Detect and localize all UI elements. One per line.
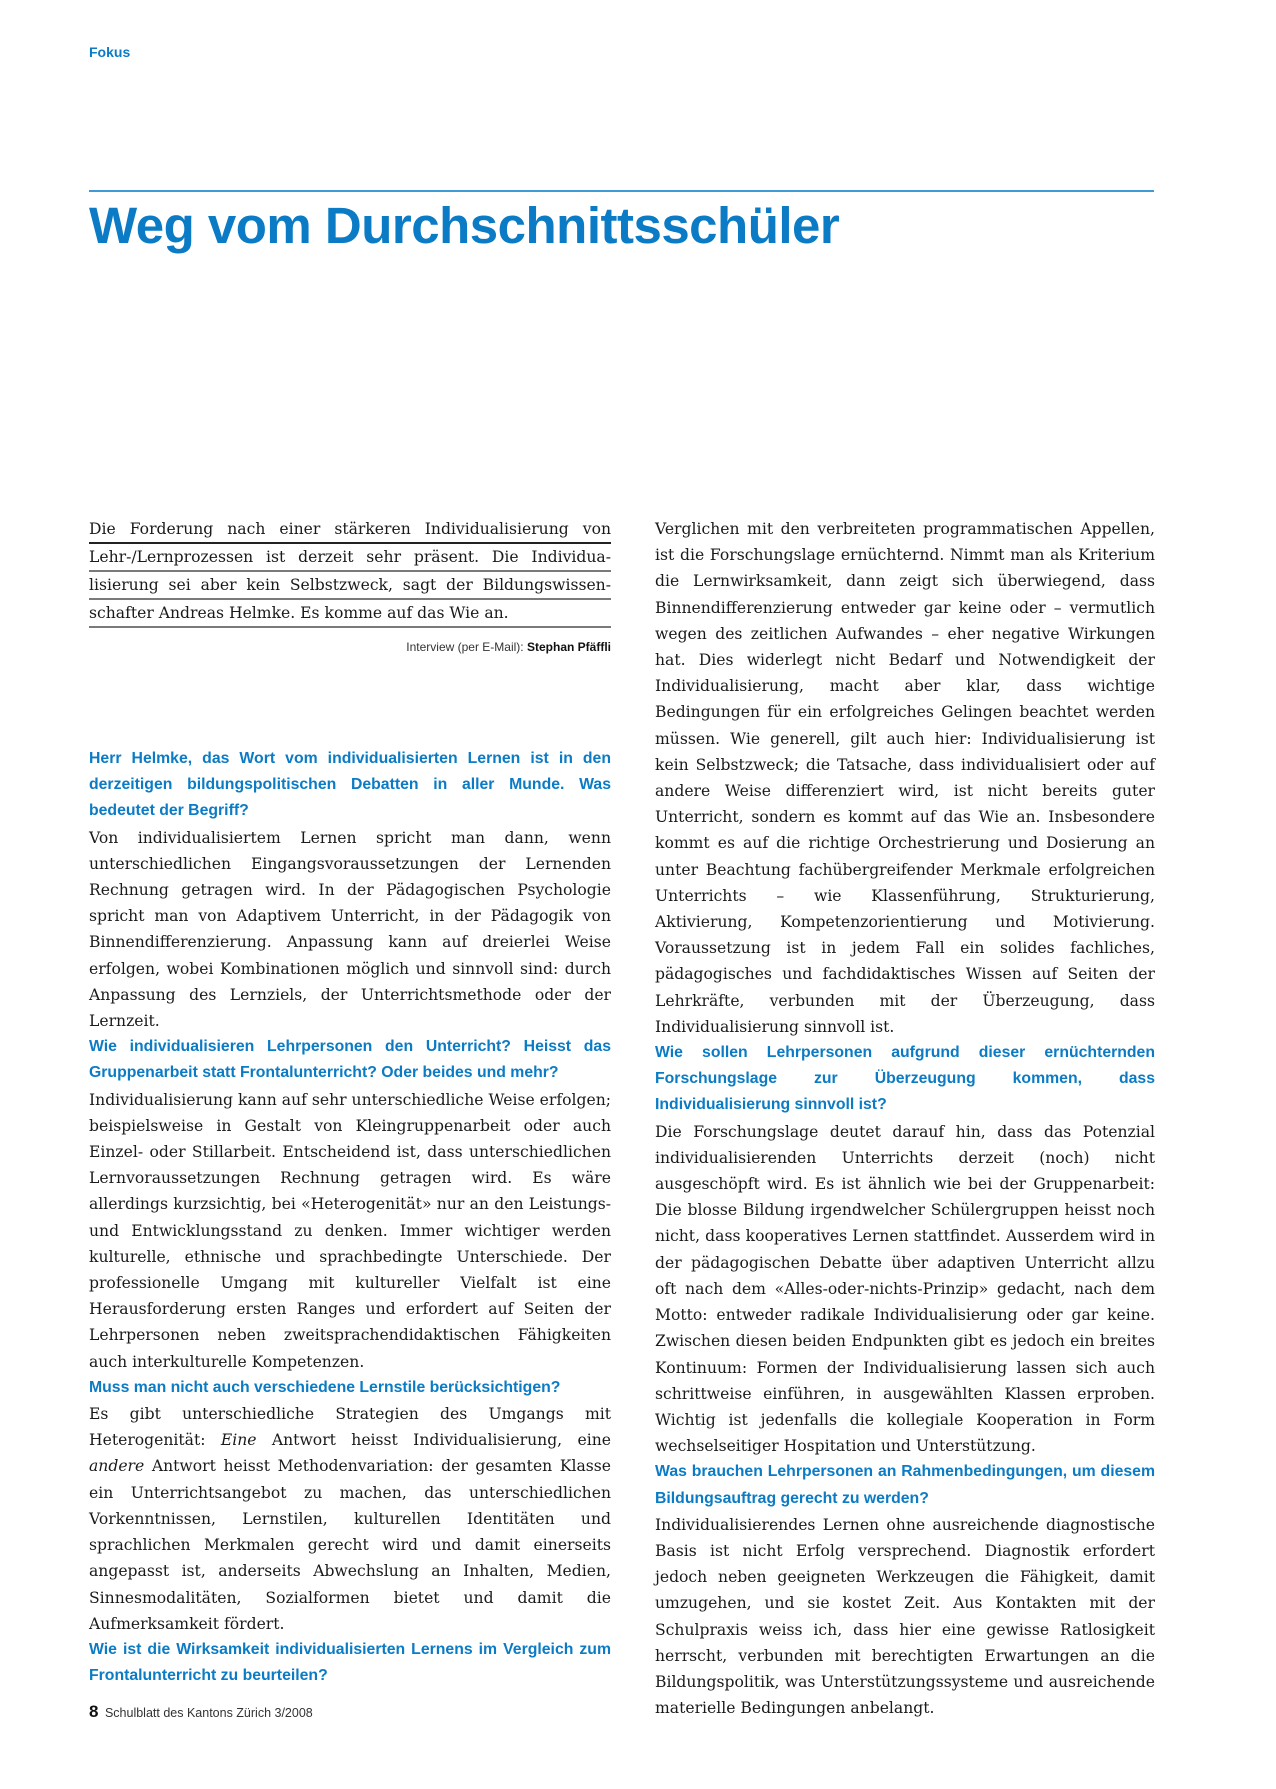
interview-credit: [89, 634, 611, 660]
interview-question: Wie individualisieren Lehrpersonen den Unterricht? Heisst das Gruppenarbeit statt Frontalunterricht? Oder beides und mehr?: [89, 1038, 611, 1082]
interview-question: Herr Helmke, das Wort vom individualisierten Lernen ist in den derzeitigen bildungspolitischen Debatten in aller Munde. Was bedeutet der Begriff?: [89, 750, 611, 820]
answer-text: Es gibt unterschiedliche Strategien des Umgangs mit Heterogenität:: [89, 1405, 611, 1450]
article-lead: [89, 516, 611, 660]
interview-question: Was brauchen Lehrpersonen an Rahmenbedingungen, um diesem Bildungsauftrag gerecht zu werden?: [655, 1463, 1155, 1507]
left-column: [89, 746, 611, 1689]
credit-author: Stephan Pfäffli: [526, 640, 611, 654]
interview-answer: Verglichen mit den verbreiteten programmatischen Appellen, ist die Forschungslage ernüchternd. Nimmt man als Kriterium die Lernwirksamkeit, dann zeigt sich überwiegend, dass Binnendifferenzierung entweder gar keine oder – vermutlich wegen des zeitlichen Aufwandes – eher negative Wirkungen hat. Dies widerlegt nicht Bedarf und Notwendigkeit der Individualisierung, macht aber klar, dass wichtige Bedingungen für ein erfolgreiches Gelingen beachtet werden müssen. Wie generell, gilt auch hier: Individualisierung ist kein Selbstzweck; die Tatsache, dass individualisiert oder auf andere Weise differenziert wird, ist nicht bereits guter Unterricht, sondern es kommt auf das Wie an. Insbesondere kommt es auf die richtige Orchestrierung und Dosierung an unter Beachtung fachübergreifender Merkmale erfolgreichen Unterrichts – wie Klassenführung, Strukturierung, Aktivierung, Kompetenzorientierung und Motivierung. Voraussetzung ist in jedem Fall ein solides fachliches, pädagogisches und fachdidaktisches Wissen auf Seiten der Lehrkräfte, verbunden mit der Überzeugung, dass Individualisierung sinnvoll ist.: [655, 520, 1155, 1036]
interview-question: Wie sollen Lehrpersonen aufgrund dieser ernüchternden Forschungslage zur Überzeugung kommen, dass Individualisierung sinnvoll ist?: [655, 1044, 1155, 1114]
lead-line: lisierung sei aber kein Selbstzweck, sagt der Bildungswissen-: [89, 572, 611, 600]
page-footer: [89, 1702, 313, 1722]
lead-line: schafter Andreas Helmke. Es komme auf das Wie an.: [89, 600, 611, 628]
interview-answer: Individualisierendes Lernen ohne ausreichende diagnostische Basis ist nicht Erfolg versprechend. Diagnostik erfordert jedoch neben geeigneten Werkzeugen die Fähigkeit, damit umzugehen, und sie kostet Zeit. Aus Kontakten mit der Schulpraxis weiss ich, dass hier eine gewisse Ratlosigkeit herrscht, verbunden mit berechtigten Erwartungen an die Bildungspolitik, was Unterstützungssysteme und ausreichende materielle Bedingungen anbelangt.: [655, 1515, 1155, 1718]
answer-text: Antwort heisst Individualisierung, eine: [256, 1431, 611, 1450]
interview-answer: Die Forschungslage deutet darauf hin, dass das Potenzial individualisierenden Unterrichts derzeit (noch) nicht ausgeschöpft wird. Es ist ähnlich wie bei der Gruppenarbeit: Die blosse Bildung irgendwelcher Schülergruppen heisst noch nicht, dass kooperatives Lernen stattfindet. Ausserdem wird in der pädagogischen Debatte über adaptiven Unterricht allzu oft nach dem «Alles-oder-nichts-Prinzip» gedacht, nach dem Motto: entweder radikale Individualisierung oder gar keine. Zwischen diesen beiden Endpunkten gibt es jedoch ein breites Kontinuum: Formen der Individualisierung lassen sich auch schrittweise einführen, in ausgewählten Klassen erproben. Wichtig ist jedenfalls die kollegiale Kooperation in Form wechselseitiger Hospitation und Unterstützung.: [655, 1122, 1155, 1456]
article-title: Weg vom Durchschnittsschüler: [89, 197, 840, 254]
publication-name: Schulblatt des Kantons Zürich 3/2008: [104, 1706, 313, 1720]
interview-question: Wie ist die Wirksamkeit individualisierten Lernens im Vergleich zum Frontalunterricht zu beurteilen?: [89, 1640, 611, 1685]
interview-answer: [89, 1401, 611, 1637]
lead-line: Lehr-/Lernprozessen ist derzeit sehr präsent. Die Individua-: [89, 544, 611, 572]
lead-line: Die Forderung nach einer stärkeren Individualisierung von: [89, 516, 611, 544]
page-number: 8: [89, 1702, 99, 1721]
title-rule: [89, 190, 1154, 192]
section-label: Fokus: [89, 44, 131, 60]
answer-emphasis: Eine: [220, 1431, 257, 1450]
credit-label: Interview (per E-Mail):: [406, 640, 527, 654]
interview-answer: Von individualisiertem Lernen spricht man dann, wenn unterschiedlichen Eingangsvoraussetzungen der Lernenden Rechnung getragen wird. In der Pädagogischen Psychologie spricht man von Adaptivem Unterricht, in der Pädagogik von Binnendifferenzierung. Anpassung kann auf dreierlei Weise erfolgen, wobei Kombinationen möglich und sinnvoll sind: durch Anpassung des Lernziels, der Unterrichtsmethode oder der Lernzeit.: [89, 828, 611, 1031]
right-column: [655, 516, 1155, 1721]
answer-emphasis: andere: [89, 1457, 145, 1476]
interview-answer: Individualisierung kann auf sehr unterschiedliche Weise erfolgen; beispielsweise in Gestalt von Kleingruppenarbeit oder auch Einzel- oder Stillarbeit. Entscheidend ist, dass unterschiedlichen Lernvoraussetzungen Rechnung getragen wird. Es wäre allerdings kurzsichtig, bei «Heterogenität» nur an den Leistungs- und Entwicklungsstand zu denken. Immer wichtiger werden kulturelle, ethnische und sprachbedingte Unterschiede. Der professionelle Umgang mit kultureller Vielfalt ist eine Herausforderung ersten Ranges und erfordert auf Seiten der Lehrpersonen neben zweitsprachendidaktischen Fähigkeiten auch interkulturelle Kompetenzen.: [89, 1090, 611, 1371]
interview-question: Muss man nicht auch verschiedene Lernstile berücksichtigen?: [89, 1378, 561, 1396]
answer-text: Antwort heisst Methodenvariation: der gesamten Klasse ein Unterrichtsangebot zu machen, das unterschiedlichen Vorkenntnissen, Lernstilen, kulturellen Identitäten und sprachlichen Merkmalen gerecht wird und damit einerseits angepasst ist, anderseits Abwechslung an Inhalten, Medien, Sinnesmodalitäten, Sozialformen bietet und damit die Aufmerksamkeit fördert.: [89, 1457, 611, 1633]
